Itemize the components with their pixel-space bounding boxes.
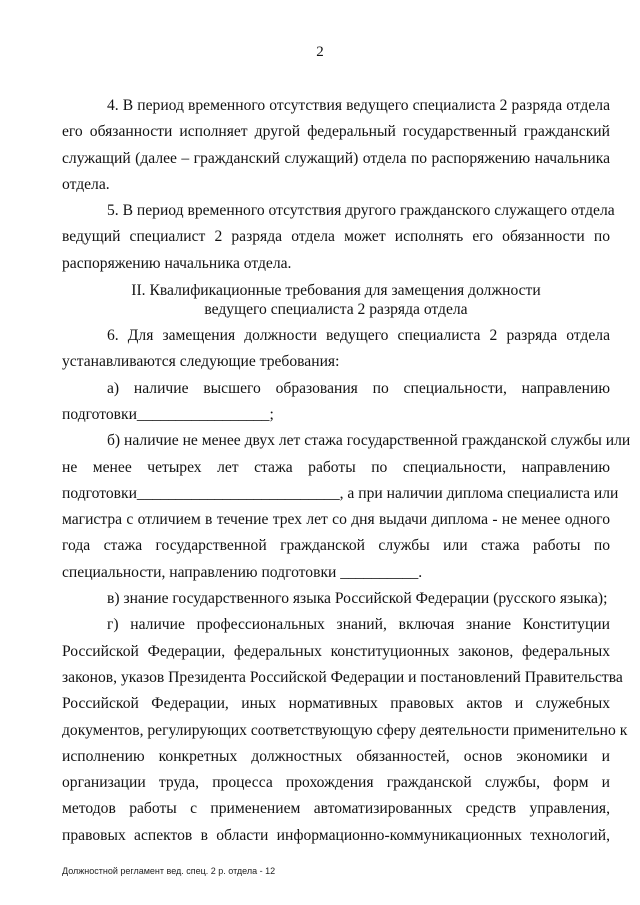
text-line: ведущий специалист 2 разряда отдела может исполнять его обязанности по (62, 228, 610, 246)
section-title-line: ведущего специалиста 2 разряда отдела (204, 301, 468, 319)
text-line: б) наличие не менее двух лет стажа государственной гражданской службы или (107, 432, 631, 450)
document-body (62, 93, 631, 849)
text-line: законов, указов Президента Российской Федерации и постановлений Правительства (62, 668, 623, 686)
text-line: Российской Федерации, федеральных конституционных законов, федеральных (62, 642, 610, 660)
text-line: 5. В период временного отсутствия другого гражданского служащего отдела (107, 202, 615, 220)
paragraph-5 (62, 198, 615, 277)
text-line: правовых аспектов в области информационно-коммуникационных технологий, (62, 826, 610, 844)
text-line: Российской Федерации, иных нормативных правовых актов и служебных (62, 695, 610, 713)
text-line: специальности, направлению подготовки __________. (62, 563, 423, 581)
text-line: его обязанности исполняет другой федеральный государственный гражданский (62, 123, 610, 141)
section-title (62, 281, 610, 319)
item-v (62, 586, 610, 612)
section-title-line: II. Квалификационные требования для замещения должности (131, 282, 541, 300)
text-line: распоряжению начальника отдела. (62, 254, 292, 272)
text-line: документов, регулирующих соответствующую сферу деятельности применительно к (62, 721, 628, 739)
text-line: организации труда, процесса прохождения гражданской службы, форм и (62, 774, 610, 792)
paragraph-6 (62, 323, 610, 376)
page-footer: Должностной регламент вед. спец. 2 р. отдела - 12 (62, 866, 276, 876)
text-line: методов работы с применением автоматизированных средств управления, (62, 800, 610, 818)
item-a (62, 376, 610, 429)
item-b (62, 428, 631, 586)
text-line: подготовки_________________; (62, 405, 274, 423)
text-line: в) знание государственного языка Российской Федерации (русского языка); (107, 590, 608, 608)
text-line: магистра с отличием в течение трех лет со дня выдачи диплома - не менее одного (62, 511, 610, 529)
text-line: г) наличие профессиональных знаний, включая знание Конституции (107, 616, 610, 634)
text-line: 6. Для замещения должности ведущего специалиста 2 разряда отдела (107, 327, 610, 345)
text-line: года стажа государственной гражданской службы или стажа работы по (62, 537, 610, 555)
paragraph-4 (62, 93, 610, 198)
text-line: отдела. (62, 175, 110, 193)
text-line: служащий (далее – гражданский служащий) отдела по распоряжению начальника (62, 149, 610, 167)
text-line: устанавливаются следующие требования: (62, 353, 340, 371)
text-line: подготовки__________________________, а при наличии диплома специалиста или (62, 484, 619, 502)
text-line: исполнению конкретных должностных обязанностей, основ экономики и (62, 747, 610, 765)
text-line: а) наличие высшего образования по специальности, направлению (107, 379, 610, 397)
page-number: 2 (316, 44, 324, 60)
text-line: 4. В период временного отсутствия ведущего специалиста 2 разряда отдела (107, 97, 610, 114)
item-g (62, 612, 628, 849)
text-line: не менее четырех лет стажа работы по специальности, направлению (62, 458, 610, 476)
